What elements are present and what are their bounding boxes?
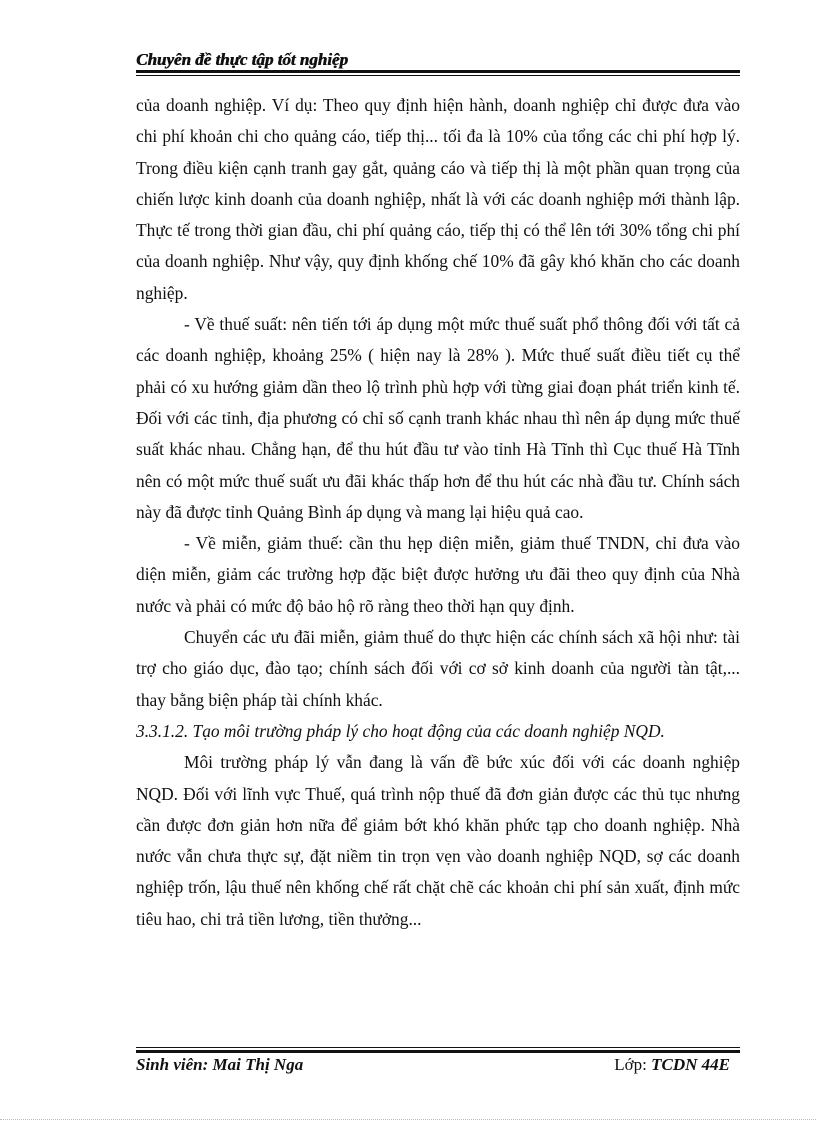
header-rule-thick — [136, 70, 740, 73]
footer-student-name: Mai Thị Nga — [212, 1055, 304, 1074]
page-bottom-dotted-line — [0, 1119, 816, 1120]
body-paragraph: - Về thuế suất: nên tiến tới áp dụng một mức thuế suất phổ thông đối với tất cả các doanh nghiệp, khoảng 25% ( hiện nay là 28% ). Mức thuế suất điều tiết cụ thể phải có xu hướng giảm dần theo lộ trình phù hợp với từng giai đoạn phát triển kinh tế. Đối với các tỉnh, địa phương có chỉ số cạnh tranh khác nhau thì nên áp dụng mức thuế suất khác nhau. Chẳng hạn, để thu hút đầu tư vào tỉnh Hà Tĩnh thì Cục thuế Hà Tĩnh nên có một mức thuế suất ưu đãi khác thấp hơn để thu hút các nhà đầu tư. Chính sách này đã được tỉnh Quảng Bình áp dụng và mang lại hiệu quả cao. — [136, 314, 740, 522]
header-rule-thin — [136, 75, 740, 76]
body-paragraph: Chuyển các ưu đãi miễn, giảm thuế do thực hiện các chính sách xã hội như: tài trợ cho giáo dục, đào tạo; chính sách đối với cơ sở kinh doanh của người tàn tật,... thay bằng biện pháp tài chính khác. — [136, 627, 740, 710]
body-paragraph: - Về miễn, giảm thuế: cần thu hẹp diện miễn, giảm thuế TNDN, chỉ đưa vào diện miễn, giảm các trường hợp đặc biệt được hưởng ưu đãi theo quy định của Nhà nước và phải có mức độ bảo hộ rõ ràng theo thời hạn quy định. — [136, 533, 740, 616]
page-header-title: Chuyên đề thực tập tốt nghiệp — [136, 50, 348, 69]
footer-rule-thin — [136, 1047, 740, 1048]
footer-rule-thick — [136, 1050, 740, 1053]
page-footer — [136, 1055, 740, 1077]
body-paragraph: của doanh nghiệp. Ví dụ: Theo quy định hiện hành, doanh nghiệp chỉ được đưa vào chi phí khoản chi cho quảng cáo, tiếp thị... tối đa là 10% của tổng các chi phí hợp lý. Trong điều kiện cạnh tranh gay gắt, quảng cáo và tiếp thị là một phần quan trọng của chiến lược kinh doanh của doanh nghiệp, nhất là với các doanh nghiệp mới thành lập. Thực tế trong thời gian đầu, chi phí quảng cáo, tiếp thị có thể lên tới 30% tổng chi phí của doanh nghiệp. Như vậy, quy định khống chế 10% đã gây khó khăn cho các doanh nghiệp. — [136, 95, 740, 303]
footer-class — [614, 1055, 730, 1075]
footer-student-label: Sinh viên: — [136, 1055, 209, 1074]
section-subheading: 3.3.1.2. Tạo môi trường pháp lý cho hoạt động của các doanh nghiệp NQD. — [136, 720, 665, 741]
body-paragraph: Môi trường pháp lý vẫn đang là vấn đề bức xúc đối với các doanh nghiệp NQD. Đối với lĩnh vực Thuế, quá trình nộp thuế đã đơn giản được các thủ tục nhưng cần được đơn giản hơn nữa để giảm bớt khó khăn phức tạp cho doanh nghiệp. Nhà nước vẫn chưa thực sự, đặt niềm tin trọn vẹn vào doanh nghiệp NQD, sợ các doanh nghiệp trốn, lậu thuế nên khống chế rất chặt chẽ các khoản chi phí sản xuất, định mức tiêu hao, chi trả tiền lương, tiền thưởng... — [136, 752, 740, 929]
footer-class-label: Lớp: — [614, 1055, 647, 1074]
document-body — [136, 90, 740, 935]
footer-student — [136, 1055, 303, 1075]
footer-class-value: TCDN 44E — [651, 1055, 730, 1074]
